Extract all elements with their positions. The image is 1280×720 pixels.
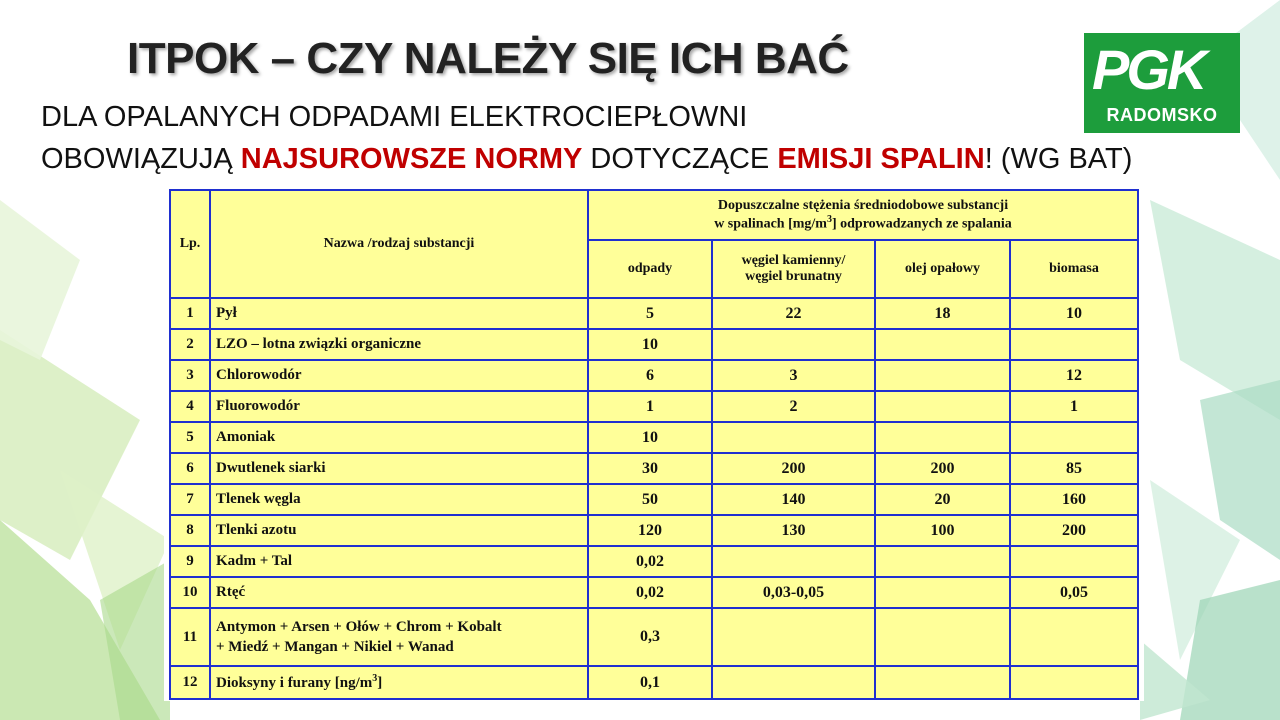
cell-wegiel xyxy=(712,329,875,360)
cell-biomasa: 200 xyxy=(1010,515,1138,546)
cell-odpady: 1 xyxy=(588,391,712,422)
cell-wegiel: 200 xyxy=(712,453,875,484)
cell-biomasa: 0,05 xyxy=(1010,577,1138,608)
cell-olej xyxy=(875,329,1010,360)
cell-biomasa: 12 xyxy=(1010,360,1138,391)
table-row xyxy=(170,546,1138,577)
cell-name xyxy=(210,666,588,699)
header-wegiel xyxy=(712,240,875,298)
cell-name: Kadm + Tal xyxy=(210,546,588,577)
table-row xyxy=(170,360,1138,391)
cell-name-a: Dioksyny i furany [ng/m xyxy=(216,675,373,691)
emission-table-frame xyxy=(164,184,1144,701)
cell-wegiel: 0,03-0,05 xyxy=(712,577,875,608)
header-group-line-2b: ] odprowadzanych ze spalania xyxy=(831,216,1012,232)
table-row xyxy=(170,453,1138,484)
cell-odpady: 30 xyxy=(588,453,712,484)
cell-wegiel xyxy=(712,608,875,666)
cell-biomasa: 10 xyxy=(1010,298,1138,329)
cell-name xyxy=(210,608,588,666)
subtitle-line-1: DLA OPALANYCH ODPADAMI ELEKTROCIEPŁOWNI xyxy=(41,101,748,133)
header-odpady: odpady xyxy=(588,240,712,298)
cell-name: LZO – lotna związki organiczne xyxy=(210,329,588,360)
cell-biomasa: 85 xyxy=(1010,453,1138,484)
cell-biomasa xyxy=(1010,608,1138,666)
cell-olej xyxy=(875,666,1010,699)
header-group-line-2 xyxy=(593,214,1133,233)
cell-name-sup: 3 xyxy=(372,673,378,684)
cell-lp: 2 xyxy=(170,329,210,360)
cell-olej: 20 xyxy=(875,484,1010,515)
logo-text: RADOMSKO xyxy=(1106,105,1218,125)
header-wegiel-line-2: węgiel brunatny xyxy=(745,269,842,284)
cell-name: Chlorowodór xyxy=(210,360,588,391)
table-row xyxy=(170,666,1138,699)
cell-lp: 11 xyxy=(170,608,210,666)
cell-odpady: 5 xyxy=(588,298,712,329)
cell-biomasa xyxy=(1010,666,1138,699)
table-row xyxy=(170,329,1138,360)
cell-biomasa xyxy=(1010,422,1138,453)
cell-name: Tlenek węgla xyxy=(210,484,588,515)
cell-odpady: 0,02 xyxy=(588,577,712,608)
subtitle-line-2 xyxy=(41,138,1132,180)
cell-olej xyxy=(875,391,1010,422)
cell-lp: 12 xyxy=(170,666,210,699)
cell-odpady: 50 xyxy=(588,484,712,515)
table-row xyxy=(170,608,1138,666)
cell-wegiel: 22 xyxy=(712,298,875,329)
header-group-line-2a: w spalinach [mg/m xyxy=(714,216,827,232)
cell-lp: 8 xyxy=(170,515,210,546)
cell-name: Fluorowodór xyxy=(210,391,588,422)
cell-odpady: 120 xyxy=(588,515,712,546)
header-wegiel-line-1: węgiel kamienny/ xyxy=(741,253,846,268)
cell-biomasa: 160 xyxy=(1010,484,1138,515)
cell-olej xyxy=(875,577,1010,608)
cell-wegiel: 140 xyxy=(712,484,875,515)
table-row xyxy=(170,422,1138,453)
emission-standards-table xyxy=(169,189,1139,700)
header-biomasa: biomasa xyxy=(1010,240,1138,298)
cell-olej: 100 xyxy=(875,515,1010,546)
cell-biomasa: 1 xyxy=(1010,391,1138,422)
cell-lp: 3 xyxy=(170,360,210,391)
header-group xyxy=(588,190,1138,240)
cell-name-line-2: + Miedź + Mangan + Nikiel + Wanad xyxy=(216,639,454,655)
cell-lp: 9 xyxy=(170,546,210,577)
cell-olej: 200 xyxy=(875,453,1010,484)
cell-lp: 7 xyxy=(170,484,210,515)
table-header-row-1 xyxy=(170,190,1138,240)
cell-odpady: 10 xyxy=(588,329,712,360)
cell-wegiel: 2 xyxy=(712,391,875,422)
slide-title: ITPOK – CZY NALEŻY SIĘ ICH BAĆ xyxy=(127,34,849,83)
slide-subtitle xyxy=(41,96,1132,180)
table-row xyxy=(170,484,1138,515)
cell-lp: 4 xyxy=(170,391,210,422)
cell-lp: 5 xyxy=(170,422,210,453)
cell-olej xyxy=(875,360,1010,391)
header-group-line-1: Dopuszczalne stężenia średniodobowe substancji xyxy=(717,197,1009,213)
table-row xyxy=(170,391,1138,422)
header-group-sup: 3 xyxy=(826,213,832,225)
cell-name: Pył xyxy=(210,298,588,329)
cell-name: Tlenki azotu xyxy=(210,515,588,546)
cell-wegiel xyxy=(712,666,875,699)
cell-lp: 6 xyxy=(170,453,210,484)
table-row xyxy=(170,515,1138,546)
cell-name: Dwutlenek siarki xyxy=(210,453,588,484)
subtitle-text-3: ! (WG BAT) xyxy=(984,143,1133,175)
cell-odpady: 0,02 xyxy=(588,546,712,577)
cell-biomasa xyxy=(1010,329,1138,360)
cell-lp: 10 xyxy=(170,577,210,608)
cell-wegiel xyxy=(712,546,875,577)
cell-name-line-1: Antymon + Arsen + Ołów + Chrom + Kobalt xyxy=(216,619,502,635)
subtitle-text-1: OBOWIĄZUJĄ xyxy=(41,143,241,175)
header-lp: Lp. xyxy=(170,190,210,298)
cell-odpady: 6 xyxy=(588,360,712,391)
cell-name: Amoniak xyxy=(210,422,588,453)
cell-olej xyxy=(875,608,1010,666)
cell-olej xyxy=(875,546,1010,577)
pgk-logo xyxy=(1084,33,1240,133)
cell-wegiel: 130 xyxy=(712,515,875,546)
cell-wegiel xyxy=(712,422,875,453)
cell-name-b: ] xyxy=(377,675,383,691)
table-row xyxy=(170,577,1138,608)
highlight-strict-norms: NAJSUROWSZE NORMY xyxy=(240,143,583,175)
header-olej: olej opałowy xyxy=(875,240,1010,298)
highlight-emissions: EMISJI SPALIN xyxy=(777,143,985,175)
logo-mark: PGK xyxy=(1092,38,1205,101)
header-name: Nazwa /rodzaj substancji xyxy=(210,190,588,298)
cell-olej xyxy=(875,422,1010,453)
cell-biomasa xyxy=(1010,546,1138,577)
cell-olej: 18 xyxy=(875,298,1010,329)
table-row xyxy=(170,298,1138,329)
cell-odpady: 10 xyxy=(588,422,712,453)
cell-odpady: 0,1 xyxy=(588,666,712,699)
cell-lp: 1 xyxy=(170,298,210,329)
cell-name: Rtęć xyxy=(210,577,588,608)
cell-odpady: 0,3 xyxy=(588,608,712,666)
cell-wegiel: 3 xyxy=(712,360,875,391)
subtitle-text-2: DOTYCZĄCE xyxy=(582,143,778,175)
